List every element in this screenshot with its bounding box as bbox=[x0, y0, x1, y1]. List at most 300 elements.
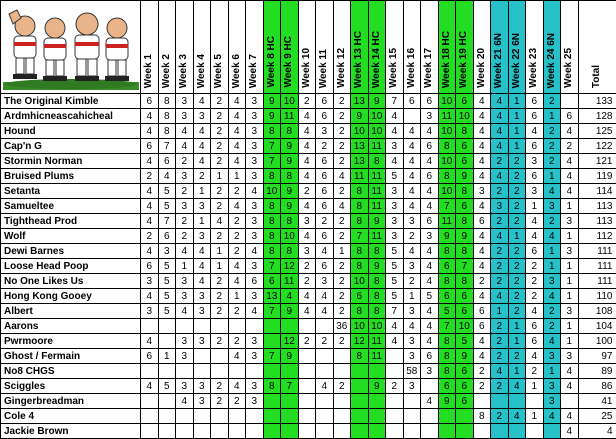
week-header bbox=[316, 1, 334, 94]
score-cell: 6 bbox=[456, 154, 474, 169]
score-cell: 2 bbox=[508, 169, 526, 184]
score-cell: 1 bbox=[543, 109, 561, 124]
score-cell: 2 bbox=[333, 139, 351, 154]
score-cell: 4 bbox=[176, 304, 194, 319]
week-header bbox=[403, 1, 421, 94]
score-cell: 8 bbox=[368, 289, 386, 304]
score-cell bbox=[316, 349, 334, 364]
score-cell: 2 bbox=[211, 274, 229, 289]
score-cell: 6 bbox=[316, 229, 334, 244]
score-cell: 3 bbox=[316, 274, 334, 289]
score-cell: 2 bbox=[508, 304, 526, 319]
score-cell bbox=[141, 319, 159, 334]
score-cell: 3 bbox=[246, 199, 264, 214]
table-row bbox=[1, 364, 616, 379]
total-cell: 104 bbox=[578, 319, 616, 334]
score-cell bbox=[176, 424, 194, 439]
score-cell: 4 bbox=[561, 154, 579, 169]
score-cell: 8 bbox=[351, 214, 369, 229]
score-cell: 2 bbox=[333, 379, 351, 394]
score-cell: 4 bbox=[193, 124, 211, 139]
score-cell: 5 bbox=[158, 304, 176, 319]
score-cell: 36 bbox=[333, 319, 351, 334]
table-row bbox=[1, 229, 616, 244]
score-cell: 1 bbox=[561, 289, 579, 304]
score-cell: 3 bbox=[246, 289, 264, 304]
score-cell: 5 bbox=[158, 259, 176, 274]
week-header bbox=[176, 1, 194, 94]
score-cell: 3 bbox=[386, 229, 404, 244]
score-cell bbox=[403, 409, 421, 424]
score-cell: 3 bbox=[543, 274, 561, 289]
score-cell: 1 bbox=[543, 364, 561, 379]
score-cell bbox=[263, 334, 281, 349]
score-cell: 6 bbox=[158, 154, 176, 169]
score-cell: 4 bbox=[473, 124, 491, 139]
score-cell bbox=[176, 409, 194, 424]
score-cell: 7 bbox=[281, 379, 299, 394]
score-cell: 3 bbox=[193, 199, 211, 214]
score-cell: 6 bbox=[456, 394, 474, 409]
score-cell: 4 bbox=[316, 379, 334, 394]
score-cell: 6 bbox=[526, 94, 544, 109]
score-cell: 6 bbox=[456, 304, 474, 319]
table-row bbox=[1, 169, 616, 184]
score-cell: 4 bbox=[543, 334, 561, 349]
score-cell: 3 bbox=[193, 304, 211, 319]
score-cell bbox=[228, 424, 246, 439]
score-cell: 6 bbox=[403, 94, 421, 109]
score-cell: 4 bbox=[543, 289, 561, 304]
score-cell: 8 bbox=[158, 124, 176, 139]
score-cell bbox=[263, 394, 281, 409]
score-cell: 1 bbox=[543, 244, 561, 259]
score-cell: 8 bbox=[438, 169, 456, 184]
score-cell: 4 bbox=[473, 109, 491, 124]
score-cell: 8 bbox=[438, 349, 456, 364]
score-cell: 2 bbox=[491, 184, 509, 199]
table-row bbox=[1, 424, 616, 439]
score-cell: 2 bbox=[228, 394, 246, 409]
score-cell: 3 bbox=[421, 364, 439, 379]
table-row bbox=[1, 349, 616, 364]
total-cell: 100 bbox=[578, 334, 616, 349]
score-cell: 4 bbox=[473, 289, 491, 304]
team-name: Samueltee bbox=[1, 199, 141, 214]
score-cell bbox=[316, 364, 334, 379]
score-cell: 4 bbox=[403, 154, 421, 169]
score-cell: 2 bbox=[228, 304, 246, 319]
score-cell: 6 bbox=[141, 349, 159, 364]
table-body bbox=[1, 94, 616, 439]
score-cell: 4 bbox=[473, 199, 491, 214]
score-cell bbox=[263, 364, 281, 379]
score-cell: 5 bbox=[386, 259, 404, 274]
total-cell: 97 bbox=[578, 349, 616, 364]
score-cell: 2 bbox=[211, 109, 229, 124]
score-cell: 4 bbox=[298, 229, 316, 244]
week-header bbox=[228, 1, 246, 94]
score-cell: 2 bbox=[211, 289, 229, 304]
score-cell: 6 bbox=[526, 109, 544, 124]
total-cell: 125 bbox=[578, 124, 616, 139]
score-cell: 4 bbox=[491, 169, 509, 184]
score-cell: 3 bbox=[386, 184, 404, 199]
week-header-label: Week 9 HC bbox=[282, 33, 296, 90]
score-cell: 4 bbox=[421, 154, 439, 169]
score-cell: 3 bbox=[298, 214, 316, 229]
score-cell bbox=[386, 424, 404, 439]
score-cell: 5 bbox=[158, 199, 176, 214]
score-cell: 4 bbox=[561, 409, 579, 424]
score-cell: 10 bbox=[368, 124, 386, 139]
score-cell bbox=[351, 409, 369, 424]
team-name: Bruised Plums bbox=[1, 169, 141, 184]
score-cell bbox=[403, 394, 421, 409]
score-cell: 3 bbox=[403, 379, 421, 394]
score-cell bbox=[386, 349, 404, 364]
score-cell: 8 bbox=[263, 379, 281, 394]
score-cell: 1 bbox=[508, 364, 526, 379]
score-cell: 4 bbox=[246, 244, 264, 259]
table-row bbox=[1, 139, 616, 154]
score-cell: 9 bbox=[263, 94, 281, 109]
score-cell bbox=[298, 349, 316, 364]
score-cell: 11 bbox=[368, 199, 386, 214]
score-cell: 4 bbox=[228, 94, 246, 109]
score-cell: 4 bbox=[561, 424, 579, 439]
score-cell: 8 bbox=[263, 124, 281, 139]
score-cell: 10 bbox=[438, 154, 456, 169]
score-cell bbox=[246, 409, 264, 424]
score-cell: 8 bbox=[281, 214, 299, 229]
score-cell bbox=[228, 364, 246, 379]
score-cell: 2 bbox=[473, 364, 491, 379]
score-cell: 2 bbox=[491, 349, 509, 364]
header-row bbox=[1, 1, 616, 94]
score-cell: 3 bbox=[403, 259, 421, 274]
week-header bbox=[281, 1, 299, 94]
score-cell bbox=[228, 319, 246, 334]
score-cell bbox=[526, 424, 544, 439]
score-cell bbox=[491, 424, 509, 439]
score-cell: 6 bbox=[421, 349, 439, 364]
score-cell: 4 bbox=[421, 304, 439, 319]
score-cell: 4 bbox=[561, 364, 579, 379]
score-cell: 4 bbox=[386, 109, 404, 124]
score-cell: 1 bbox=[508, 139, 526, 154]
week-header-label: Week 11 bbox=[317, 46, 331, 90]
week-header-label: Week 4 bbox=[195, 51, 209, 90]
score-cell bbox=[316, 424, 334, 439]
score-cell bbox=[211, 364, 229, 379]
score-cell: 8 bbox=[263, 169, 281, 184]
week-header bbox=[421, 1, 439, 94]
score-cell: 2 bbox=[543, 319, 561, 334]
score-cell: 13 bbox=[351, 139, 369, 154]
score-cell: 1 bbox=[228, 169, 246, 184]
score-cell bbox=[333, 409, 351, 424]
week-header-label: Week 18 HC bbox=[440, 28, 454, 90]
score-cell: 4 bbox=[403, 319, 421, 334]
score-cell: 8 bbox=[473, 409, 491, 424]
score-cell: 10 bbox=[281, 94, 299, 109]
week-header bbox=[368, 1, 386, 94]
score-cell: 10 bbox=[368, 109, 386, 124]
total-cell: 113 bbox=[578, 199, 616, 214]
score-cell: 6 bbox=[316, 109, 334, 124]
score-cell: 3 bbox=[473, 184, 491, 199]
score-cell bbox=[158, 409, 176, 424]
score-cell: 8 bbox=[438, 334, 456, 349]
score-cell: 2 bbox=[473, 274, 491, 289]
score-cell: 7 bbox=[438, 199, 456, 214]
score-cell: 4 bbox=[246, 304, 264, 319]
score-cell: 11 bbox=[368, 349, 386, 364]
score-cell bbox=[333, 364, 351, 379]
score-cell bbox=[333, 349, 351, 364]
score-cell: 2 bbox=[176, 154, 194, 169]
score-cell: 8 bbox=[456, 244, 474, 259]
total-cell: 112 bbox=[578, 229, 616, 244]
score-cell: 8 bbox=[263, 244, 281, 259]
team-name: Stormin Norman bbox=[1, 154, 141, 169]
total-cell: 114 bbox=[578, 184, 616, 199]
score-cell: 4 bbox=[473, 94, 491, 109]
score-cell: 9 bbox=[368, 94, 386, 109]
score-cell bbox=[176, 364, 194, 379]
score-cell: 4 bbox=[491, 289, 509, 304]
score-cell: 4 bbox=[298, 304, 316, 319]
week-header bbox=[333, 1, 351, 94]
score-cell: 10 bbox=[438, 184, 456, 199]
score-cell: 3 bbox=[176, 274, 194, 289]
score-cell bbox=[333, 424, 351, 439]
score-cell: 3 bbox=[246, 154, 264, 169]
score-cell: 6 bbox=[561, 109, 579, 124]
score-cell: 1 bbox=[543, 169, 561, 184]
score-cell: 9 bbox=[368, 214, 386, 229]
week-header-label: Week 12 bbox=[335, 45, 349, 90]
score-cell: 6 bbox=[246, 274, 264, 289]
score-cell: 1 bbox=[526, 409, 544, 424]
score-cell bbox=[211, 349, 229, 364]
score-cell: 4 bbox=[193, 154, 211, 169]
score-cell: 6 bbox=[316, 184, 334, 199]
score-cell bbox=[508, 394, 526, 409]
table-row bbox=[1, 214, 616, 229]
score-cell: 9 bbox=[368, 259, 386, 274]
score-cell: 2 bbox=[176, 229, 194, 244]
score-cell: 2 bbox=[543, 214, 561, 229]
week-header bbox=[386, 1, 404, 94]
score-cell: 9 bbox=[281, 139, 299, 154]
score-cell: 10 bbox=[456, 109, 474, 124]
score-cell bbox=[281, 424, 299, 439]
score-cell: 3 bbox=[386, 139, 404, 154]
score-cell bbox=[193, 319, 211, 334]
total-cell: 86 bbox=[578, 379, 616, 394]
score-cell: 5 bbox=[386, 289, 404, 304]
score-cell: 2 bbox=[491, 244, 509, 259]
team-name: No8 CHGS bbox=[1, 364, 141, 379]
score-cell: 4 bbox=[491, 94, 509, 109]
score-cell bbox=[246, 424, 264, 439]
score-cell bbox=[386, 364, 404, 379]
score-cell: 2 bbox=[333, 289, 351, 304]
team-name: Hound bbox=[1, 124, 141, 139]
score-cell: 2 bbox=[491, 379, 509, 394]
score-cell: 4 bbox=[298, 139, 316, 154]
score-cell: 2 bbox=[193, 169, 211, 184]
total-cell: 111 bbox=[578, 244, 616, 259]
table-row bbox=[1, 94, 616, 109]
week-header-label: Week 2 bbox=[160, 51, 174, 90]
score-cell: 2 bbox=[211, 94, 229, 109]
score-cell: 6 bbox=[473, 304, 491, 319]
score-cell: 11 bbox=[281, 109, 299, 124]
team-name: Cap'n G bbox=[1, 139, 141, 154]
score-cell: 10 bbox=[281, 229, 299, 244]
score-cell: 2 bbox=[491, 214, 509, 229]
score-cell: 6 bbox=[438, 289, 456, 304]
week-header-label: Week 25 bbox=[562, 45, 576, 90]
score-cell: 3 bbox=[561, 214, 579, 229]
score-cell: 4 bbox=[228, 109, 246, 124]
score-cell: 4 bbox=[228, 349, 246, 364]
score-cell: 2 bbox=[333, 124, 351, 139]
score-cell: 4 bbox=[421, 394, 439, 409]
score-cell bbox=[281, 364, 299, 379]
score-cell: 6 bbox=[141, 94, 159, 109]
score-cell: 4 bbox=[421, 124, 439, 139]
score-cell: 4 bbox=[141, 124, 159, 139]
total-header bbox=[578, 1, 616, 94]
score-cell: 4 bbox=[333, 199, 351, 214]
score-cell: 2 bbox=[228, 214, 246, 229]
score-cell: 6 bbox=[316, 169, 334, 184]
score-cell: 3 bbox=[526, 184, 544, 199]
score-cell: 6 bbox=[456, 94, 474, 109]
score-cell: 4 bbox=[491, 139, 509, 154]
score-cell: 4 bbox=[386, 154, 404, 169]
table-row bbox=[1, 184, 616, 199]
score-cell: 2 bbox=[211, 124, 229, 139]
score-cell: 5 bbox=[158, 379, 176, 394]
score-cell: 4 bbox=[473, 139, 491, 154]
score-cell: 9 bbox=[438, 229, 456, 244]
score-cell: 9 bbox=[456, 349, 474, 364]
score-cell: 4 bbox=[491, 124, 509, 139]
total-cell: 25 bbox=[578, 409, 616, 424]
score-cell: 2 bbox=[211, 304, 229, 319]
score-cell: 1 bbox=[561, 199, 579, 214]
score-cell: 2 bbox=[508, 214, 526, 229]
score-cell: 4 bbox=[421, 319, 439, 334]
score-cell: 5 bbox=[438, 304, 456, 319]
score-cell: 7 bbox=[263, 349, 281, 364]
score-cell: 2 bbox=[491, 259, 509, 274]
score-cell: 8 bbox=[263, 214, 281, 229]
score-cell: 2 bbox=[211, 334, 229, 349]
score-cell: 4 bbox=[386, 319, 404, 334]
score-cell: 4 bbox=[281, 289, 299, 304]
score-cell: 1 bbox=[333, 244, 351, 259]
score-cell: 6 bbox=[456, 199, 474, 214]
score-cell bbox=[193, 364, 211, 379]
score-cell bbox=[351, 364, 369, 379]
score-cell: 10 bbox=[351, 274, 369, 289]
score-cell bbox=[386, 409, 404, 424]
score-cell: 4 bbox=[473, 229, 491, 244]
score-cell: 1 bbox=[526, 199, 544, 214]
table-row bbox=[1, 199, 616, 214]
score-cell: 4 bbox=[193, 274, 211, 289]
week-header-label: Week 15 bbox=[387, 45, 401, 90]
score-cell: 9 bbox=[281, 304, 299, 319]
score-cell: 2 bbox=[298, 259, 316, 274]
score-cell: 3 bbox=[421, 229, 439, 244]
score-cell: 1 bbox=[508, 334, 526, 349]
score-cell: 2 bbox=[316, 214, 334, 229]
week-header bbox=[263, 1, 281, 94]
score-cell: 2 bbox=[561, 139, 579, 154]
score-cell: 8 bbox=[158, 94, 176, 109]
score-cell: 3 bbox=[543, 199, 561, 214]
score-cell: 11 bbox=[438, 109, 456, 124]
score-cell: 1 bbox=[211, 169, 229, 184]
score-cell: 6 bbox=[526, 139, 544, 154]
score-cell: 2 bbox=[333, 274, 351, 289]
week-header bbox=[456, 1, 474, 94]
score-cell: 1 bbox=[543, 259, 561, 274]
score-cell: 8 bbox=[281, 124, 299, 139]
score-cell bbox=[298, 319, 316, 334]
score-cell: 4 bbox=[141, 379, 159, 394]
score-cell: 3 bbox=[543, 394, 561, 409]
team-name: Ghost / Fermain bbox=[1, 349, 141, 364]
score-cell: 6 bbox=[438, 259, 456, 274]
table-row bbox=[1, 274, 616, 289]
score-cell: 2 bbox=[141, 229, 159, 244]
week-header bbox=[473, 1, 491, 94]
score-cell: 4 bbox=[228, 274, 246, 289]
score-cell: 6 bbox=[456, 139, 474, 154]
score-cell: 5 bbox=[158, 184, 176, 199]
score-cell: 3 bbox=[491, 199, 509, 214]
score-cell: 3 bbox=[176, 334, 194, 349]
score-cell bbox=[263, 424, 281, 439]
score-cell bbox=[141, 394, 159, 409]
score-cell: 10 bbox=[438, 94, 456, 109]
score-cell: 4 bbox=[333, 169, 351, 184]
score-cell: 11 bbox=[351, 169, 369, 184]
score-cell: 4 bbox=[176, 244, 194, 259]
score-cell: 2 bbox=[298, 274, 316, 289]
score-cell: 2 bbox=[508, 244, 526, 259]
score-cell: 10 bbox=[351, 319, 369, 334]
score-cell: 8 bbox=[281, 244, 299, 259]
score-cell: 4 bbox=[473, 244, 491, 259]
score-cell: 9 bbox=[281, 349, 299, 364]
score-cell: 3 bbox=[176, 379, 194, 394]
score-cell: 8 bbox=[351, 184, 369, 199]
score-cell: 4 bbox=[141, 154, 159, 169]
total-header-label: Total bbox=[590, 62, 604, 90]
score-cell: 6 bbox=[351, 289, 369, 304]
team-name: Loose Head Poop bbox=[1, 259, 141, 274]
score-cell: 7 bbox=[158, 214, 176, 229]
